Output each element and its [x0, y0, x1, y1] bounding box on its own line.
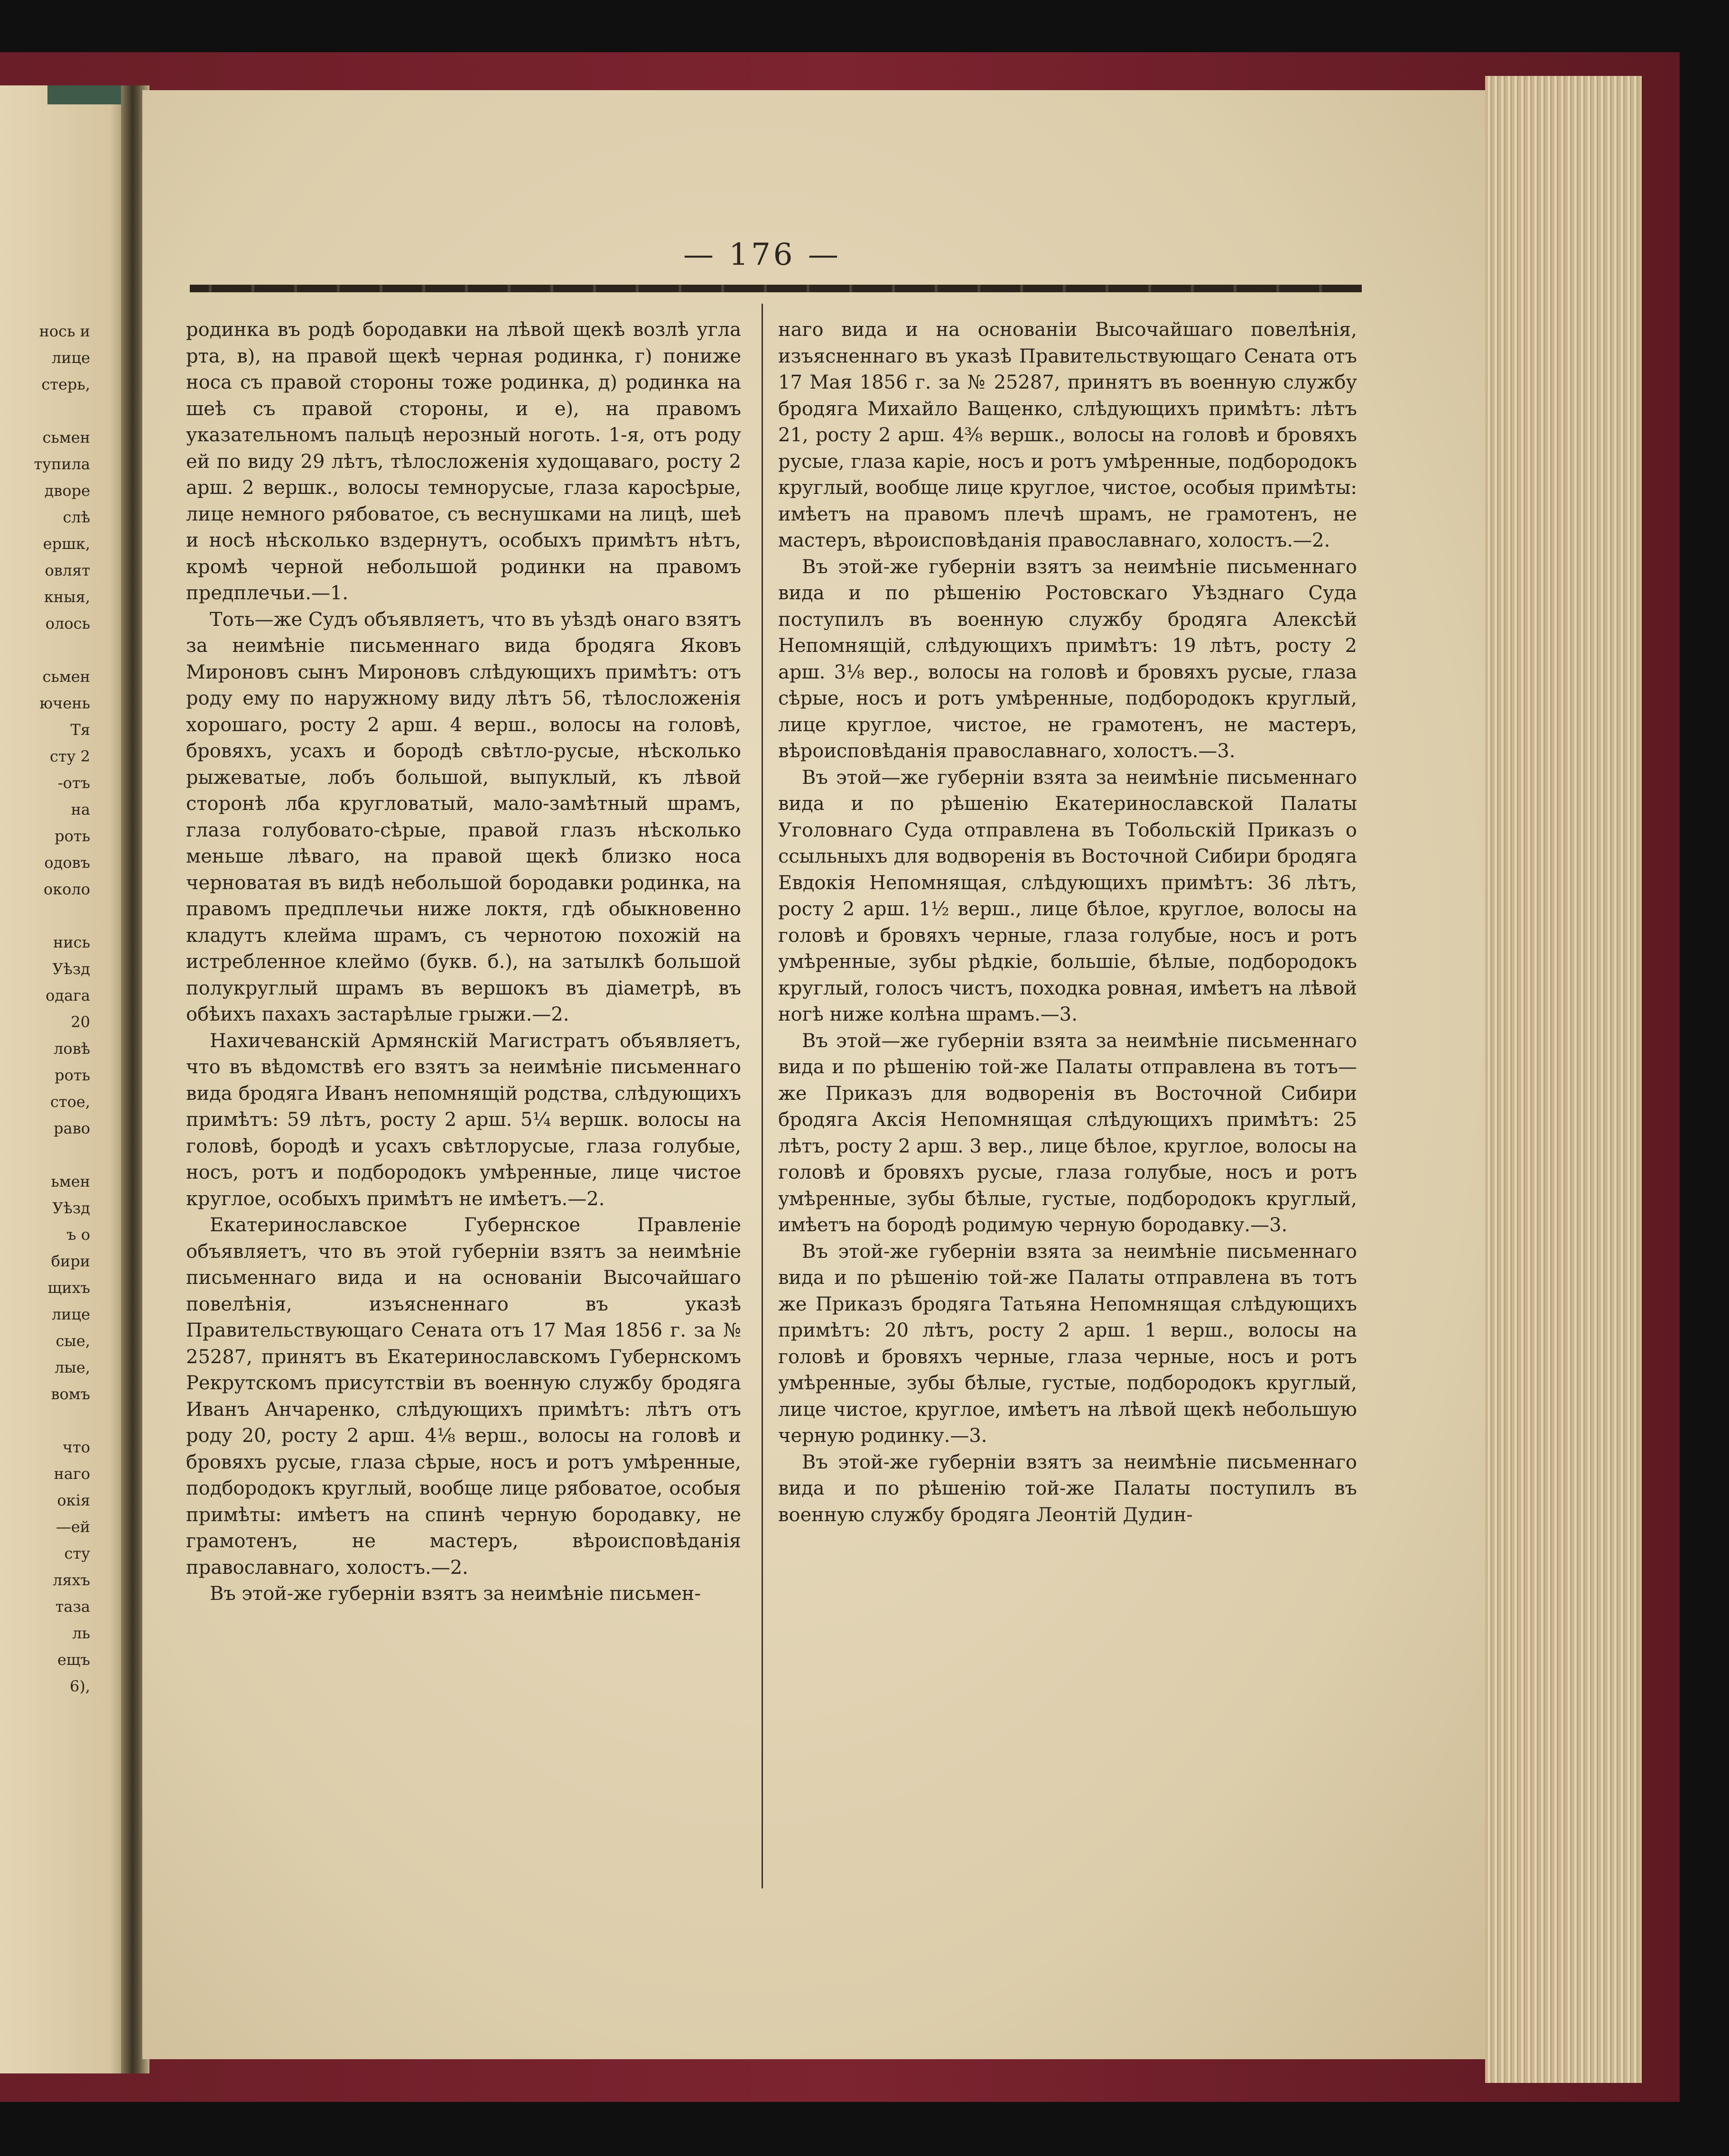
- left-page-line: стое,: [50, 1093, 90, 1111]
- left-page-line: тупила: [34, 455, 90, 473]
- page-number: — 176 —: [683, 237, 841, 272]
- paragraph: родинка въ родѣ бородавки на лѣвой щекѣ возлѣ угла рта, в), на правой щекѣ черная родинка, г) пониже носа съ правой стороны тоже родинка, д) родинка на шеѣ съ правой стороны, и е), на правомъ указательномъ пальцѣ нерозный ноготь. 1-я, отъ роду ей по виду 29 лѣтъ, тѣлосложенія худощаваго, росту 2 арш. 2 вершк., волосы темнорусые, глаза каросѣрые, лице немного рябоватое, съ веснушками на лицѣ, шеѣ и носѣ нѣсколько вздернутъ, особыхъ примѣтъ нѣтъ, кромѣ черной небольшой родинки на правомъ предплечьи.—1.: [186, 319, 741, 604]
- left-page: [0, 85, 138, 2073]
- left-page-line: ловѣ: [54, 1040, 90, 1058]
- paragraph: наго вида и на основаніи Высочайшаго повелѣнія, изъясненнаго въ указѣ Правительствующаго Сената отъ 17 Мая 1856 г. за № 25287, принятъ въ военную службу бродяга Михайло Ващенко, слѣдующихъ примѣтъ: лѣтъ 21, росту 2 арш. 4⅜ вершк., волосы на головѣ и бровяхъ русые, глаза каріе, носъ и ротъ умѣренные, подбородокъ круглый, вообще лице круглое, чистое, особыя примѣты: имѣетъ на правомъ плечѣ шрамъ, не грамотенъ, не мастеръ, вѣроисповѣданія православнаго, холостъ.—2.: [778, 319, 1357, 551]
- paragraph: Тоть—же Судъ объявляетъ, что въ уѣздѣ онаго взятъ за неимѣніе письменнаго вида бродяга Яковъ Мироновъ сынъ Мироновъ слѣдующихъ примѣтъ: отъ роду ему по наружному виду лѣтъ 56, тѣлосложенія хорошаго, росту 2 арш. 4 верш., волосы на головѣ, бровяхъ, усахъ и бородѣ свѣтло-русые, нѣсколько рыжеватые, лобъ большой, выпуклый, къ лѣвой сторонѣ лба кругловатый, мало-замѣтный шрамъ, глаза голубовато-сѣрые, правой глазъ нѣсколько меньше лѣваго, на правой щекѣ близко носа черноватая въ видѣ небольшой бородавки родинка, на правомъ предплечьи ниже локтя, гдѣ обыкновенно кладутъ клейма шрамъ, съ чернотою похожій на истребленное клеймо (букв. б.), на затылкѣ большой полукруглый шрамъ въ вершокъ въ діаметрѣ, въ обѣихъ пахахъ застарѣлые грыжи.—2.: [186, 608, 741, 1025]
- left-page-line: щихъ: [47, 1279, 90, 1297]
- left-page-line: овлят: [45, 561, 90, 579]
- left-page-line: раво: [54, 1119, 90, 1137]
- paragraph: Екатеринославское Губернское Правленіе объявляетъ, что въ этой губерніи взятъ за неимѣніе письменнаго вида и на основаніи Высочайшаго повелѣнія, изъясненнаго въ указѣ Правительствующаго Сената отъ 17 Мая 1856 г. за № 25287, принятъ въ Екатеринославскомъ Губернскомъ Рекрутскомъ присутствіи въ военную службу бродяга Иванъ Анчаренко, слѣдующихъ примѣтъ: лѣтъ отъ роду 20, росту 2 арш. 4⅛ верш., волосы на головѣ и бровяхъ русые, глаза сѣрые, носъ и ротъ умѣренные, подбородокъ круглый, вообще лице рябоватое, особыя примѣты: имѣетъ на спинѣ черную бородавку, не грамотенъ, не мастеръ, вѣроисповѣданія православнаго, холостъ.—2.: [186, 1214, 741, 1579]
- left-page-line: нось и: [39, 322, 90, 340]
- left-page-line: ъ о: [66, 1226, 90, 1244]
- left-page-line: около: [43, 880, 90, 898]
- left-page-line: лые,: [55, 1358, 90, 1376]
- left-page-line: сту: [64, 1544, 90, 1562]
- left-page-line: одовъ: [44, 854, 90, 872]
- left-page-line: [0, 1407, 90, 1434]
- left-page-line: дворе: [44, 482, 90, 500]
- left-page-line: сые,: [56, 1332, 90, 1350]
- paragraph: Въ этой-же губерніи взята за неимѣніе письменнаго вида и по рѣшенію той-же Палаты отправлена въ тотъ же Приказъ бродяга Татьяна Непомнящая слѣдующихъ примѣтъ: 20 лѣтъ, росту 2 арш. 1 верш., волосы на головѣ и бровяхъ черные, глаза черные, носъ и ротъ умѣренные, зубы бѣлые, густые, подбородокъ круглый, лице чистое, круглое, имѣетъ на лѣвой щекѣ небольшую черную родинку.—3.: [778, 1240, 1357, 1447]
- paragraph: Въ этой-же губерніи взятъ за неимѣніе письменнаго вида и по рѣшенію той-же Палаты поступилъ въ военную службу бродяга Леонтій Дудин-: [778, 1451, 1357, 1526]
- left-page-line: ершк,: [43, 535, 90, 553]
- left-page-line: окія: [57, 1491, 90, 1509]
- left-page-text: [0, 318, 90, 1700]
- left-page-line: роть: [55, 1066, 90, 1084]
- left-page-line: [0, 1142, 90, 1168]
- left-page-line: ещъ: [57, 1651, 90, 1669]
- left-page-line: [0, 637, 90, 663]
- paragraph: Нахичеванскій Армянскій Магистратъ объявляетъ, что въ вѣдомствѣ его взятъ за неимѣніе письменнаго вида бродяга Иванъ непомнящій родства, слѣдующихъ примѣтъ: 59 лѣтъ, росту 2 арш. 5¼ вершк. волосы на головѣ, бородѣ и усахъ свѣтлорусые, глаза голубые, носъ, ротъ и подбородокъ умѣренные, лице чистое круглое, особыхъ примѣтъ не имѣетъ.—2.: [186, 1030, 741, 1210]
- left-page-line: —ей: [56, 1518, 90, 1536]
- left-page-line: -отъ: [57, 774, 90, 792]
- left-page-line: на: [71, 800, 90, 818]
- left-page-line: вомъ: [51, 1385, 90, 1403]
- left-page-line: Уѣзд: [52, 960, 90, 978]
- paragraph: Въ этой-же губерніи взятъ за неимѣніе письменнаго вида и по рѣшенію Ростовскаго Уѣзднаго Суда поступилъ въ военную службу бродяга Алексѣй Непомнящій, слѣдующихъ примѣтъ: 19 лѣтъ, росту 2 арш. 3⅛ вер., волосы на головѣ и бровяхъ русые, глаза сѣрые, носъ и ротъ умѣренные, подбородокъ круглый, лице круглое, чистое, не грамотенъ, не мастеръ, вѣроисповѣданія православнаго, холостъ.—3.: [778, 556, 1357, 762]
- left-page-line: 6),: [69, 1677, 90, 1695]
- header-rule: [190, 285, 1362, 292]
- left-page-line: что: [62, 1438, 90, 1456]
- left-page-line: 20: [71, 1013, 90, 1031]
- left-page-line: сьмен: [42, 428, 90, 446]
- left-page-line: роть: [55, 827, 90, 845]
- left-column: [186, 317, 741, 1608]
- left-page-line: ьмен: [51, 1172, 90, 1190]
- left-page-line: сьмен: [42, 668, 90, 686]
- paragraph: Въ этой—же губерніи взята за неимѣніе письменнаго вида и по рѣшенію той-же Палаты отправлена въ тотъ—же Приказъ для водворенія въ Восточной Сибири бродяга Аксія Непомнящая слѣдующихъ примѣтъ: 25 лѣтъ, росту 2 арш. 3 вер., лице бѣлое, круглое, волосы на головѣ и бровяхъ русые, глаза голубые, носъ и ротъ умѣренные, зубы бѣлые, густые, подбородокъ круглый, имѣетъ на бородѣ родимую черную бородавку.—3.: [778, 1030, 1357, 1236]
- left-page-line: [0, 902, 90, 929]
- left-page-line: ляхъ: [53, 1571, 90, 1589]
- left-page-line: нись: [53, 933, 90, 951]
- left-page-line: одага: [46, 986, 90, 1004]
- left-page-line: лице: [51, 349, 90, 367]
- left-page-line: слѣ: [63, 508, 90, 526]
- left-page-line: наго: [54, 1465, 90, 1483]
- paragraph: Въ этой-же губерніи взятъ за неимѣніе письмен-: [210, 1583, 701, 1605]
- left-page-line: кныя,: [44, 588, 90, 606]
- left-page-line: Уѣзд: [52, 1199, 90, 1217]
- left-page-line: ль: [72, 1624, 90, 1642]
- right-column: [778, 317, 1357, 1528]
- left-page-line: [0, 398, 90, 424]
- page-edges: [1485, 76, 1642, 2083]
- left-page-line: олось: [45, 614, 90, 632]
- column-divider: [762, 304, 763, 1888]
- left-page-line: Тя: [70, 721, 90, 739]
- left-page-line: бири: [51, 1252, 90, 1270]
- left-page-line: лице: [51, 1305, 90, 1323]
- left-page-line: стерь,: [41, 375, 90, 393]
- left-page-line: таза: [55, 1598, 90, 1616]
- left-page-line: ючень: [39, 694, 90, 712]
- paragraph: Въ этой—же губерніи взята за неимѣніе письменнаго вида и по рѣшенію Екатеринославской Палаты Уголовнаго Суда отправлена въ Тобольскій Приказъ о ссыльныхъ для водворенія въ Восточной Сибири бродяга Евдокія Непомнящая, слѣдующихъ примѣтъ: 36 лѣтъ, росту 2 арш. 1½ верш., лице бѣлое, круглое, волосы на головѣ и бровяхъ черные, глаза голубые, носъ и ротъ умѣренные, зубы рѣдкіе, большіе, бѣлые, подбородокъ круглый, голосъ чистъ, походка ровная, имѣетъ на лѣвой ногѣ ниже колѣна шрамъ.—3.: [778, 766, 1357, 1025]
- left-page-line: сту 2: [50, 747, 90, 765]
